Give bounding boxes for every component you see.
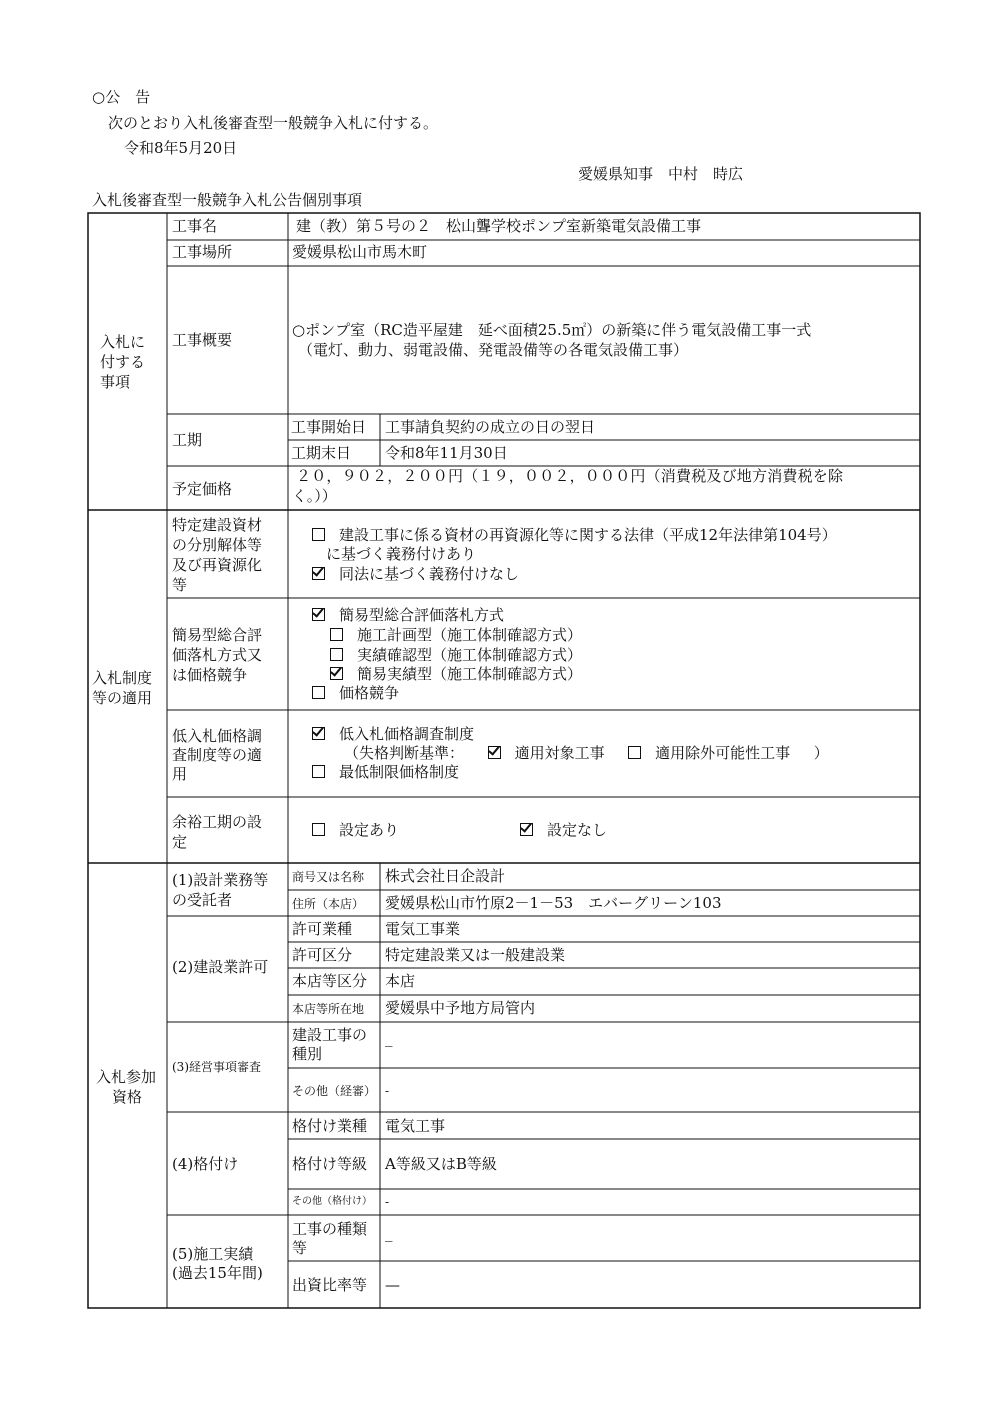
design-label-line: の受託者 — [172, 891, 233, 909]
option-text: 建設工事に係る資材の再資源化等に関する法律（平成12年法律第104号） — [339, 526, 837, 544]
license-label: (2)建設業許可 — [172, 958, 269, 976]
method-label-line: 簡易型総合評 — [172, 626, 263, 644]
option-text: 簡易実績型（施工体制確認方式） — [357, 665, 583, 683]
license-location-label: 本店等所在地 — [292, 1002, 365, 1016]
method-sub-option[interactable] — [330, 626, 582, 645]
checkbox-icon[interactable] — [330, 628, 343, 641]
section-label-line: 資格 — [112, 1088, 143, 1106]
section-label-line: 付する — [100, 353, 146, 371]
criteria-option-text: 適用対象工事 — [514, 744, 605, 762]
checkbox-icon[interactable] — [330, 648, 343, 661]
checkbox-icon[interactable] — [520, 823, 533, 836]
record-kind-label-line: 工事の種類 — [292, 1220, 368, 1238]
end-date-label: 工期末日 — [291, 444, 352, 462]
rating-other-label: その他（格付け） — [292, 1196, 372, 1207]
checkbox-icon[interactable] — [312, 528, 325, 541]
planned-price-line: ２０，９０２，２００円（１９，００２，０００円（消費税及び地方消費税を除 — [296, 467, 844, 485]
option-text: 最低制限価格制度 — [339, 763, 460, 781]
method-sub-option[interactable] — [330, 646, 582, 665]
option-text: 価格競争 — [339, 684, 400, 702]
option-text: 施工計画型（施工体制確認方式） — [357, 626, 583, 644]
record-label-line: (過去15年間) — [172, 1264, 263, 1282]
checkbox-icon[interactable] — [312, 608, 325, 621]
design-address-value: 愛媛県松山市竹原2－1－53 エバーグリーン103 — [385, 894, 722, 912]
criteria-option-text: 適用除外可能性工事 — [655, 744, 791, 762]
recycle-label-line: 及び再資源化 — [172, 556, 263, 574]
record-ratio-value: — — [385, 1276, 400, 1294]
license-type-value: 電気工事業 — [385, 920, 461, 938]
method-label-line: は価格競争 — [172, 666, 248, 684]
planned-price-line: く。）） — [292, 487, 337, 505]
design-name-value: 株式会社日企設計 — [385, 867, 506, 885]
method-option-comprehensive[interactable] — [312, 606, 504, 625]
spare-option-yes[interactable] — [312, 821, 399, 840]
start-date-value: 工事請負契約の成立の日の翌日 — [385, 418, 596, 436]
checkbox-icon[interactable] — [312, 686, 325, 699]
criteria-prefix: （失格判断基準： — [344, 744, 465, 762]
license-office-label: 本店等区分 — [292, 972, 368, 990]
low-bid-label-line: 用 — [172, 765, 188, 783]
section-label-line: 等の適用 — [92, 689, 153, 707]
intro-text: 次のとおり入札後審査型一般競争入札に付する。 — [108, 114, 439, 132]
low-bid-label-line: 低入札価格調 — [172, 727, 263, 745]
spare-option-no[interactable] — [520, 821, 607, 840]
option-text: 同法に基づく義務付けなし — [339, 565, 520, 583]
section-label-line: 入札制度 — [92, 669, 153, 687]
construction-place-label: 工事場所 — [172, 243, 233, 261]
low-bid-option-survey[interactable] — [312, 725, 474, 744]
rating-type-value: 電気工事 — [385, 1117, 446, 1135]
section-label-line: 入札に — [100, 333, 146, 351]
option-text: 設定なし — [547, 821, 608, 839]
checkbox-icon[interactable] — [330, 667, 343, 680]
recycle-option-obligated[interactable] — [312, 526, 837, 545]
checkbox-icon[interactable] — [312, 823, 325, 836]
low-bid-option-minimum[interactable] — [312, 763, 459, 782]
license-type-label: 許可業種 — [292, 920, 353, 938]
spare-period-label-line: 定 — [172, 833, 188, 851]
checkbox-icon[interactable] — [488, 746, 501, 759]
notice-date: 令和8年5月20日 — [124, 139, 238, 157]
review-kind-value: _ — [385, 1029, 393, 1047]
record-ratio-label: 出資比率等 — [292, 1276, 368, 1294]
recycle-label-line: 特定建設資材 — [172, 516, 263, 534]
record-label-line: (5)施工実績 — [172, 1245, 254, 1263]
spare-period-label-line: 余裕工期の設 — [172, 813, 263, 831]
recycle-option-obligated-cont: に基づく義務付けあり — [326, 545, 477, 563]
review-kind-label-line: 建設工事の — [292, 1026, 368, 1044]
method-option-price[interactable] — [312, 684, 399, 703]
construction-overview-label: 工事概要 — [172, 331, 233, 349]
checkbox-icon[interactable] — [312, 765, 325, 778]
checkbox-icon[interactable] — [312, 567, 325, 580]
section-label-line: 入札参加 — [96, 1068, 157, 1086]
option-text: 低入札価格調査制度 — [339, 725, 475, 743]
low-bid-label-line: 査制度等の適 — [172, 746, 263, 764]
license-location-value: 愛媛県中予地方局管内 — [385, 999, 536, 1017]
construction-overview-line: （電灯、動力、弱電設備、発電設備等の各電気設備工事） — [298, 341, 689, 359]
rating-type-label: 格付け業種 — [292, 1117, 368, 1135]
record-kind-label-line: 等 — [292, 1239, 308, 1257]
review-kind-label-line: 種別 — [292, 1045, 323, 1063]
low-bid-criteria — [344, 744, 829, 763]
construction-name-label: 工事名 — [172, 217, 218, 235]
checkbox-icon[interactable] — [312, 727, 325, 740]
construction-overview-line: ○ポンプ室（RC造平屋建 延べ面積25.5㎡）の新築に伴う電気設備工事一式 — [292, 321, 812, 339]
recycle-option-not-obligated[interactable] — [312, 565, 519, 584]
recycle-label-line: の分別解体等 — [172, 536, 263, 554]
checkbox-icon[interactable] — [628, 746, 641, 759]
option-text: 簡易型総合評価落札方式 — [339, 606, 505, 624]
rating-grade-value: A等級又はB等級 — [385, 1155, 497, 1173]
design-label-line: (1)設計業務等 — [172, 871, 269, 889]
design-address-label: 住所（本店） — [292, 897, 365, 911]
method-label-line: 価落札方式又 — [172, 646, 263, 664]
section-label-line: 事項 — [100, 373, 131, 391]
license-class-value: 特定建設業又は一般建設業 — [385, 946, 566, 964]
design-name-label: 商号又は名称 — [292, 870, 365, 884]
option-text: 実績確認型（施工体制確認方式） — [357, 646, 583, 664]
recycle-label-line: 等 — [172, 576, 188, 594]
start-date-label: 工事開始日 — [291, 418, 367, 436]
method-sub-option[interactable] — [330, 665, 582, 684]
review-label: (3)経営事項審査 — [172, 1060, 261, 1074]
table-title: 入札後審査型一般競争入札公告個別事項 — [92, 191, 363, 209]
construction-period-label: 工期 — [172, 431, 203, 449]
license-office-value: 本店 — [385, 972, 416, 990]
option-text: 設定あり — [339, 821, 400, 839]
review-other-label: その他（経審） — [292, 1084, 377, 1098]
rating-other-value: - — [385, 1195, 390, 1209]
rating-label: (4)格付け — [172, 1155, 239, 1173]
end-date-value: 令和8年11月30日 — [385, 444, 508, 462]
criteria-suffix: ） — [813, 744, 829, 762]
issuer-name: 愛媛県知事 中村 時広 — [578, 165, 744, 183]
construction-name-value: 建（教）第５号の２ 松山聾学校ポンプ室新築電気設備工事 — [296, 217, 702, 235]
construction-place-value: 愛媛県松山市馬木町 — [292, 243, 428, 261]
record-kind-value: _ — [385, 1224, 393, 1242]
license-class-label: 許可区分 — [292, 946, 353, 964]
notice-heading: ○公 告 — [92, 88, 151, 106]
rating-grade-label: 格付け等級 — [292, 1155, 368, 1173]
review-other-value: - — [385, 1084, 390, 1098]
planned-price-label: 予定価格 — [172, 480, 233, 498]
